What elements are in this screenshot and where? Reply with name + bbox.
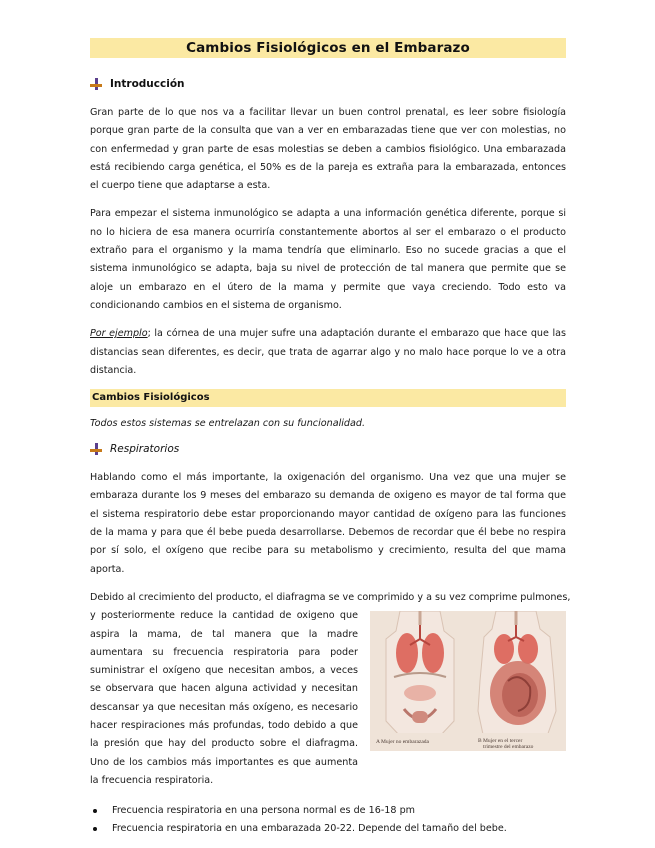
figure-text-wrap: [90, 607, 566, 790]
intro-heading: Introducción: [110, 78, 185, 90]
figure-label-b-line1: B Mujer en el tercer: [478, 738, 523, 745]
cambios-heading: Cambios Fisiológicos: [90, 389, 566, 407]
lungs-illustration: [370, 611, 566, 751]
respiratory-rate-list: [90, 802, 566, 838]
example-text: ; la córnea de una mujer sufre una adaptación durante el embarazo que hace que las distancias sean diferentes, es decir, que trata de agarrar algo y no malo hace porque lo ve a otra distancia.: [90, 328, 566, 376]
page-title: Cambios Fisiológicos en el Embarazo: [90, 38, 566, 58]
intro-paragraph-2: Para empezar el sistema inmunológico se adapta a una información genética diferente, porque si no lo hiciera de esa manera ocurriría constantemente abortos al ser el embarazo o el producto extraño para el organismo y la mama tendría que eliminarlo. Eso no sucede gracias a que el sistema inmunológico se adapta, baja su nivel de protección de tal manera que permite que se aloje un embarazo en el útero de la mama y permite que vaya creciendo. Todo esto va condicionando cambios en el sistema de organismo.: [90, 208, 566, 311]
resp-paragraph-1: Hablando como el más importante, la oxigenación del organismo. Una vez que una mujer se embaraza durante los 9 meses del embarazo su demanda de oxigeno es mayor de tal forma que el sistema respiratorio debe estar proporcionando mayor cantidad de oxígeno para las funciones de la mama y para que él bebe pueda desarrollarse. Debemos de recordar que él bebe no respira por sí solo, el oxígeno que recibe para su metabolismo y crecimiento, resulta del que mama aporta.: [90, 472, 566, 575]
cross-bullet-icon: [90, 443, 102, 455]
systems-note: Todos estos sistemas se entrelazan con su funcionalidad.: [90, 418, 366, 430]
list-item: Frecuencia respiratoria en una embarazada 20-22. Depende del tamaño del bebe.: [90, 820, 566, 838]
intro-heading-row: [90, 77, 566, 91]
resp-paragraph-2-rest: y posteriormente reduce la cantidad de oxigeno que aspira la mama, de tal manera que la madre aumentara su frecuencia respiratoria para poder suministrar el oxígeno que necesitan ambos, a veces se observara que hacen alguna actividad y necesitan descansar ya que necesitan más oxígeno, es necesario hacer respiraciones más profundas, todo debido a que la presión que hay del producto sobre el diafragma. Uno de los cambios más importantes es que aumenta la frecuencia respiratoria.: [90, 610, 358, 786]
intro-paragraph-1: Gran parte de lo que nos va a facilitar llevar un buen control prenatal, es leer sobre fisiología porque gran parte de la consulta que van a ver en embarazadas tiene que ver con molestias, no con enfermedad y gran parte de esas molestias se deben a cambios fisiológico. Una embarazada está recibiendo carga genética, el 50% es de la pareja es extraña para la embarazada, entonces el cuerpo tiene que adaptarse a esta.: [90, 107, 566, 192]
figure-label-b-line2: trimestre del embarazo: [483, 744, 534, 751]
document-page: [90, 38, 571, 838]
resp-heading: Respiratorios: [110, 443, 180, 456]
figure-label-a: A Mujer no embarazada: [376, 739, 429, 746]
cross-bullet-icon: [90, 78, 102, 90]
list-item: Frecuencia respiratoria en una persona normal es de 16-18 pm: [90, 802, 566, 820]
resp-paragraph-2-first-line: Debido al crecimiento del producto, el diafragma se ve comprimido y a su vez comprime pulmones,: [90, 591, 571, 603]
example-lead: Por ejemplo: [90, 328, 148, 340]
intro-paragraph-3: [90, 325, 566, 380]
resp-heading-row: [90, 442, 566, 456]
